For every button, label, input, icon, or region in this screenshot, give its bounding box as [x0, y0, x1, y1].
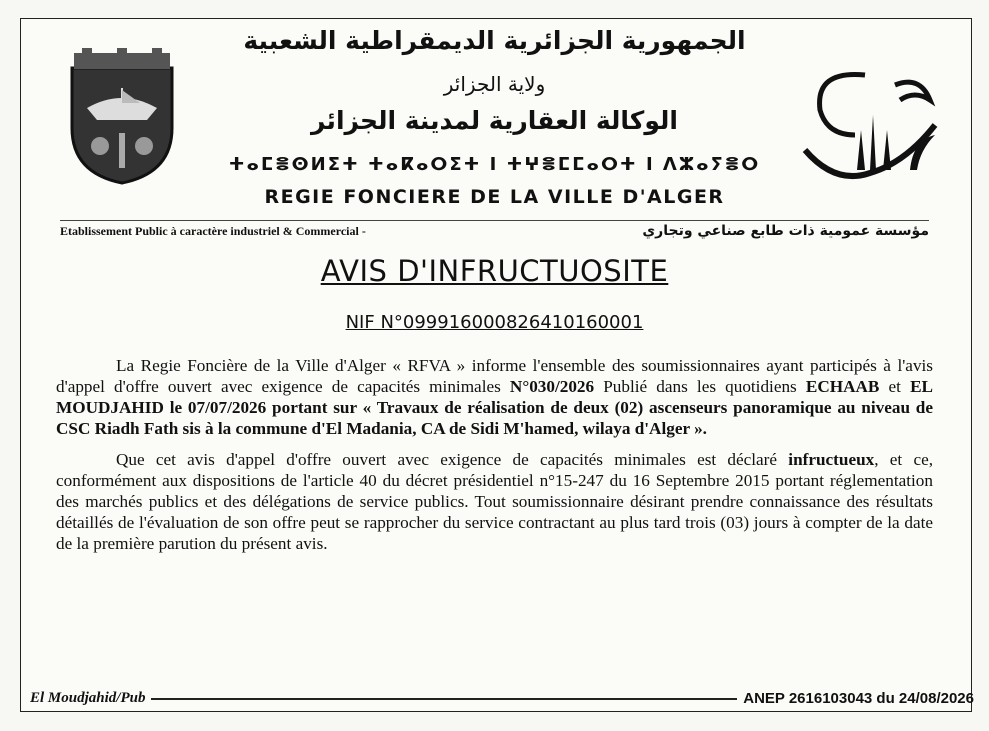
notice-body: [56, 355, 933, 564]
paragraph-2: [56, 449, 933, 554]
p1-paper-1: ECHAAB: [805, 377, 880, 396]
header-arabic-republic: الجمهورية الجزائرية الديمقراطية الشعبية: [243, 26, 746, 55]
footer-rule: [151, 698, 737, 700]
p2-text-a: Que cet avis d'appel d'offre ouvert avec exigence de capacités minimales est déclaré: [116, 450, 789, 469]
establishment-fr: Etablissement Public à caractère industriel & Commercial -: [60, 223, 366, 238]
header-tifinagh: ⵜⴰⵎⴻⵙⵍⵉⵜ ⵜⴰⴽⴰⵔⵉⵜ ⵏ ⵜⵖⴻⵎⵎⴰⵔⵜ ⵏ ⴷⵣⴰⵢⴻⵔ: [228, 154, 761, 175]
footer-anep: ANEP 2616103043 du 24/08/2026: [743, 690, 974, 707]
p1-ref: N°030/2026: [509, 377, 595, 396]
footer-source: El Moudjahid/Pub: [30, 690, 146, 706]
p1-text-c: Publié dans les quotidiens: [594, 377, 806, 396]
notice-nif: NIF N°099916000826410160001: [345, 312, 644, 333]
p2-text-c: , et ce, conformément aux dispositions de l'article 40 du décret présidentiel n°15-247 du 16 Septembre 2015 portant réglementation des marchés publics et des délégations de service publics. Tout soumissionnaire désirant prendre connaissance des résultats détaillés de l'évaluation de son offre peut se rapprocher du service contractant au plus tard trois (03) jours à compter de la date de la première parution du présent avis.: [56, 450, 933, 553]
header-regie: REGIE FONCIERE DE LA VILLE D'ALGER: [264, 186, 725, 208]
p1-text-a: La Regie Foncière de la Ville d'Alger « RFVA » informe l'ensemble des soumissionnaires ayant participés à l'avis d'appel d'offre ouvert avec exigence de capacités minimales: [56, 356, 933, 396]
paragraph-1: [56, 355, 933, 439]
header-arabic-agency: الوكالة العقارية لمدينة الجزائر: [311, 106, 678, 135]
establishment-line: [60, 220, 929, 239]
establishment-ar: مؤسسة عمومية ذات طابع صناعي وتجاري: [642, 223, 929, 239]
footer: [30, 690, 974, 707]
p2-status: infructueux: [788, 450, 875, 469]
header-arabic-wilaya: ولاية الجزائر: [443, 72, 546, 96]
notice-title: AVIS D'INFRUCTUOSITE: [320, 254, 669, 288]
p1-project: EL MOUDJAHID le 07/07/2026 portant sur « Travaux de réalisation de deux (02) ascenseurs panoramique au niveau de CSC Riadh Fath sis à la commune d'El Madania, CA de Sidi M'hamed, wilaya d'Alger ».: [56, 377, 933, 438]
p1-text-e: et: [879, 377, 911, 396]
